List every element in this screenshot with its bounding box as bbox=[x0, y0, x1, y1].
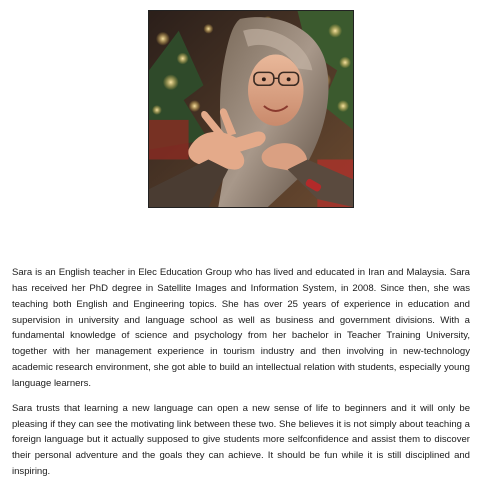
bio-paragraph-2: Sara trusts that learning a new language can open a new sense of life to beginners and it will only be pleasing if they can see the motivating link between these two. She believes it is not simply about teaching a foreign language but it actually supposed to give students more selfconfidence and assist them to discover their personal adventure and the goals they can achieve. It should be fun while it is still disciplined and inspiring. bbox=[12, 402, 470, 478]
profile-photo bbox=[148, 10, 354, 208]
bio-paragraph-1: Sara is an English teacher in Elec Education Group who has lived and educated in Iran and Malaysia. Sara has received her PhD degree in Satellite Images and Information System, in 2008. Since then, she was teaching both English and Engineering topics. She has over 25 years of experience in education and supervision in university and language school as well as business and government divisions. With a fundamental knowledge of science and psychology from her bachelor in Teacher Training University, together with her management experience in tourism industry and then involving in new-technology academic research environment, she got able to build an intellectual relation with students, especially young language learners. bbox=[12, 267, 470, 389]
bio-section bbox=[12, 265, 470, 480]
portrait-photo-icon bbox=[149, 11, 353, 207]
